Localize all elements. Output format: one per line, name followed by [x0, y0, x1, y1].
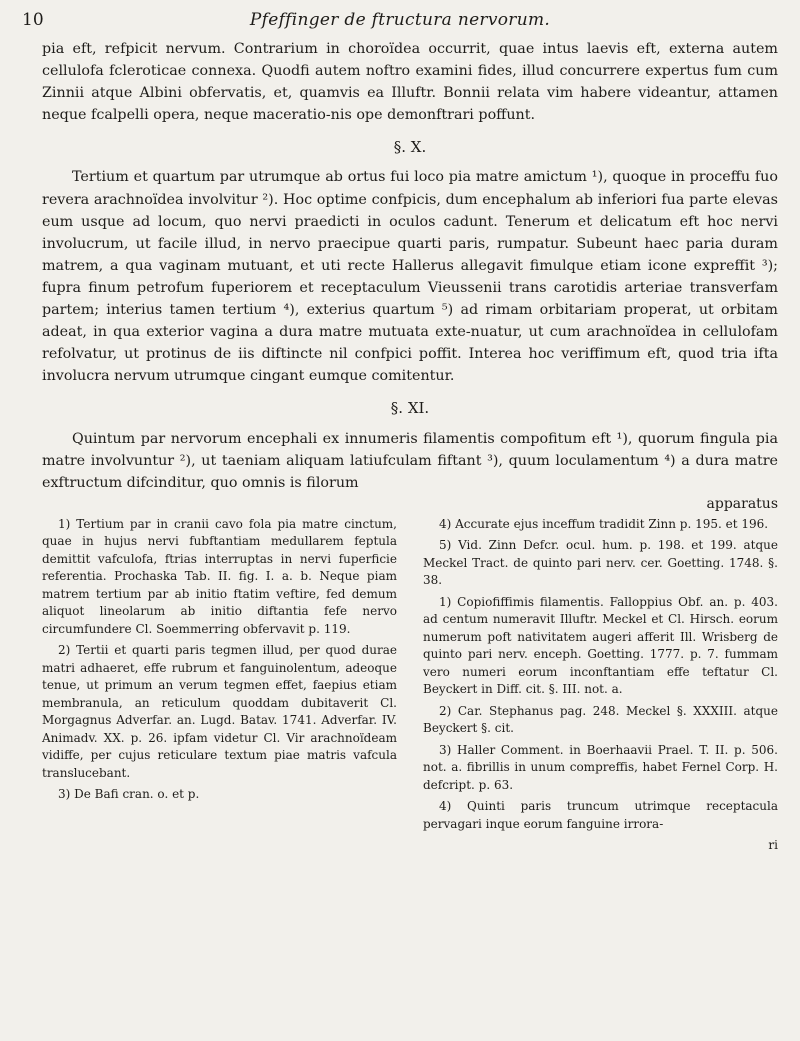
paragraph-continued: pia eft, refpicit nervum. Contrarium in choroïdea occurrit, quae intus laevis eft, externa autem cellulofa fcleroticae connexa. Quodfi autem noftro examini fides, illud concurrere expertus fum cum Zinnii atque Albini obfervatis, et, quamvis ea Illuftr. Bonnii relata vim habere videantur, attamen neque fcalpelli opera, neque maceratio-nis ope demonftrari poffunt. [42, 41, 778, 124]
footnote: 5) Vid. Zinn Defcr. ocul. hum. p. 198. et 199. atque Meckel Tract. de quinto pari nerv. cer. Goetting. 1748. §. 38. [423, 538, 778, 588]
page-header [22, 6, 778, 38]
footnote-column-right [423, 516, 778, 855]
footnote: 4) Quinti paris truncum utrimque receptacula pervagari inque eorum fanguine irrora- [423, 799, 778, 831]
footnote: 2) Car. Stephanus pag. 248. Meckel §. XXXIII. atque Beyckert §. cit. [423, 703, 778, 736]
paragraph-section-xi: Quintum par nervorum encephali ex innumeris filamentis compofitum eft ¹), quorum fingula pia matre involvuntur ²), ut taeniam aliquam latiufculam fiftant ³), quum loculamentum ⁴) a dura matre exftructum difcinditur, quo omnis is filorum [42, 430, 778, 491]
catchword: apparatus [706, 495, 778, 512]
page-number: 10 [22, 10, 44, 30]
book-page [22, 6, 778, 1036]
section-heading-x: §. X. [393, 138, 427, 157]
paragraph-section-x: Tertium et quartum par utrumque ab ortus fui loco pia matre amictum ¹), quoque in proceffu fuo revera arachnoïdea involvitur ²). Hoc optime confpicis, dum encephalum ab inferiori fua parte elevas eum usque ad locum, quo nervi praedicti in oculos cadunt. Tenerum et delicatum eft hoc nervi involucrum, ut facile illud, in nervo praecipue quarti paris, rumpatur. Subeunt haec paria duram matrem, a qua vaginam mutuant, et uti recte Hallerus allegavit fimulque etiam icone expreffit ³); fupra finum petrofum fuperiorem et receptaculum Vieussenii trans carotidis arteriae transverfam partem; interius tamen tertium ⁴), exterius quartum ⁵) ad rimam orbitariam properat, ut orbitam adeat, in qua exterior vagina a dura matre mutuata exte-nuatur, ut cum arachnoïdea in cellulofam refolvatur, ut protinus de iis diftincte nil confpici poffit. Interea hoc veriffimum eft, quod tria ifta involucra nervum utrumque cingant eumque comitentur. [42, 169, 778, 385]
footnote: 4) Accurate ejus inceffum tradidit Zinn p. 195. et 196. [439, 516, 769, 531]
section-heading-xi: §. XI. [390, 399, 430, 418]
footnote: 2) Tertii et quarti paris tegmen illud, per quod durae matri adhaeret, effe rubrum et fanguinolentum, adeoque tenue, ut primum an verum tegmen effet, faepius etiam membranula, an reticulum quoddam dubitaverit Cl. Morgagnus Adverfar. an. Lugd. Batav. 1741. Adverfar. IV. Animadv. XX. p. 26. ipfam videtur Cl. Vir arachnoïdeam vidiffe, per cujus reticulare textum piae matris vafcula translucebant. [42, 643, 397, 780]
main-text [42, 38, 778, 494]
running-head: Pfeffinger de ftructura nervorum. [249, 10, 551, 30]
footnote: 3) De Bafi cran. o. et p. [58, 787, 200, 802]
footnote-column-left [42, 516, 397, 855]
footnote: 1) Copiofiffimis filamentis. Falloppius Obf. an. p. 403. ad centum numeravit Illuftr. Meckel et Cl. Hirsch. eorum numerum poft nativitatem augeri afferit Ill. Wrisberg de quinto pari nerv. enceph. Goetting. 1777. p. 7. fummam vero numeri eorum inconftantiam effe teftatur Cl. Beyckert in Diff. cit. §. III. not. a. [423, 594, 778, 697]
footnotes [42, 516, 778, 855]
footnote-catchword: ri [768, 838, 778, 853]
footnote: 1) Tertium par in cranii cavo fola pia matre cinctum, quae in hujus nervi fubftantiam medullarem feptula demittit vafculofa, ftrias interruptas in nervi fuperficie referentia. Prochaska Tab. II. fig. I. a. b. Neque piam matrem tertium par ab initio ftatim veftire, fed demum aliquot lineolarum ab initio diftantia fefe nervo circumfundere Cl. Soemmerring obfervavit p. 119. [42, 516, 397, 636]
footnote: 3) Haller Comment. in Boerhaavii Prael. T. II. p. 506. not. a. fibrillis in unum compreffis, habet Fernel Corp. H. defcript. p. 63. [423, 742, 778, 792]
